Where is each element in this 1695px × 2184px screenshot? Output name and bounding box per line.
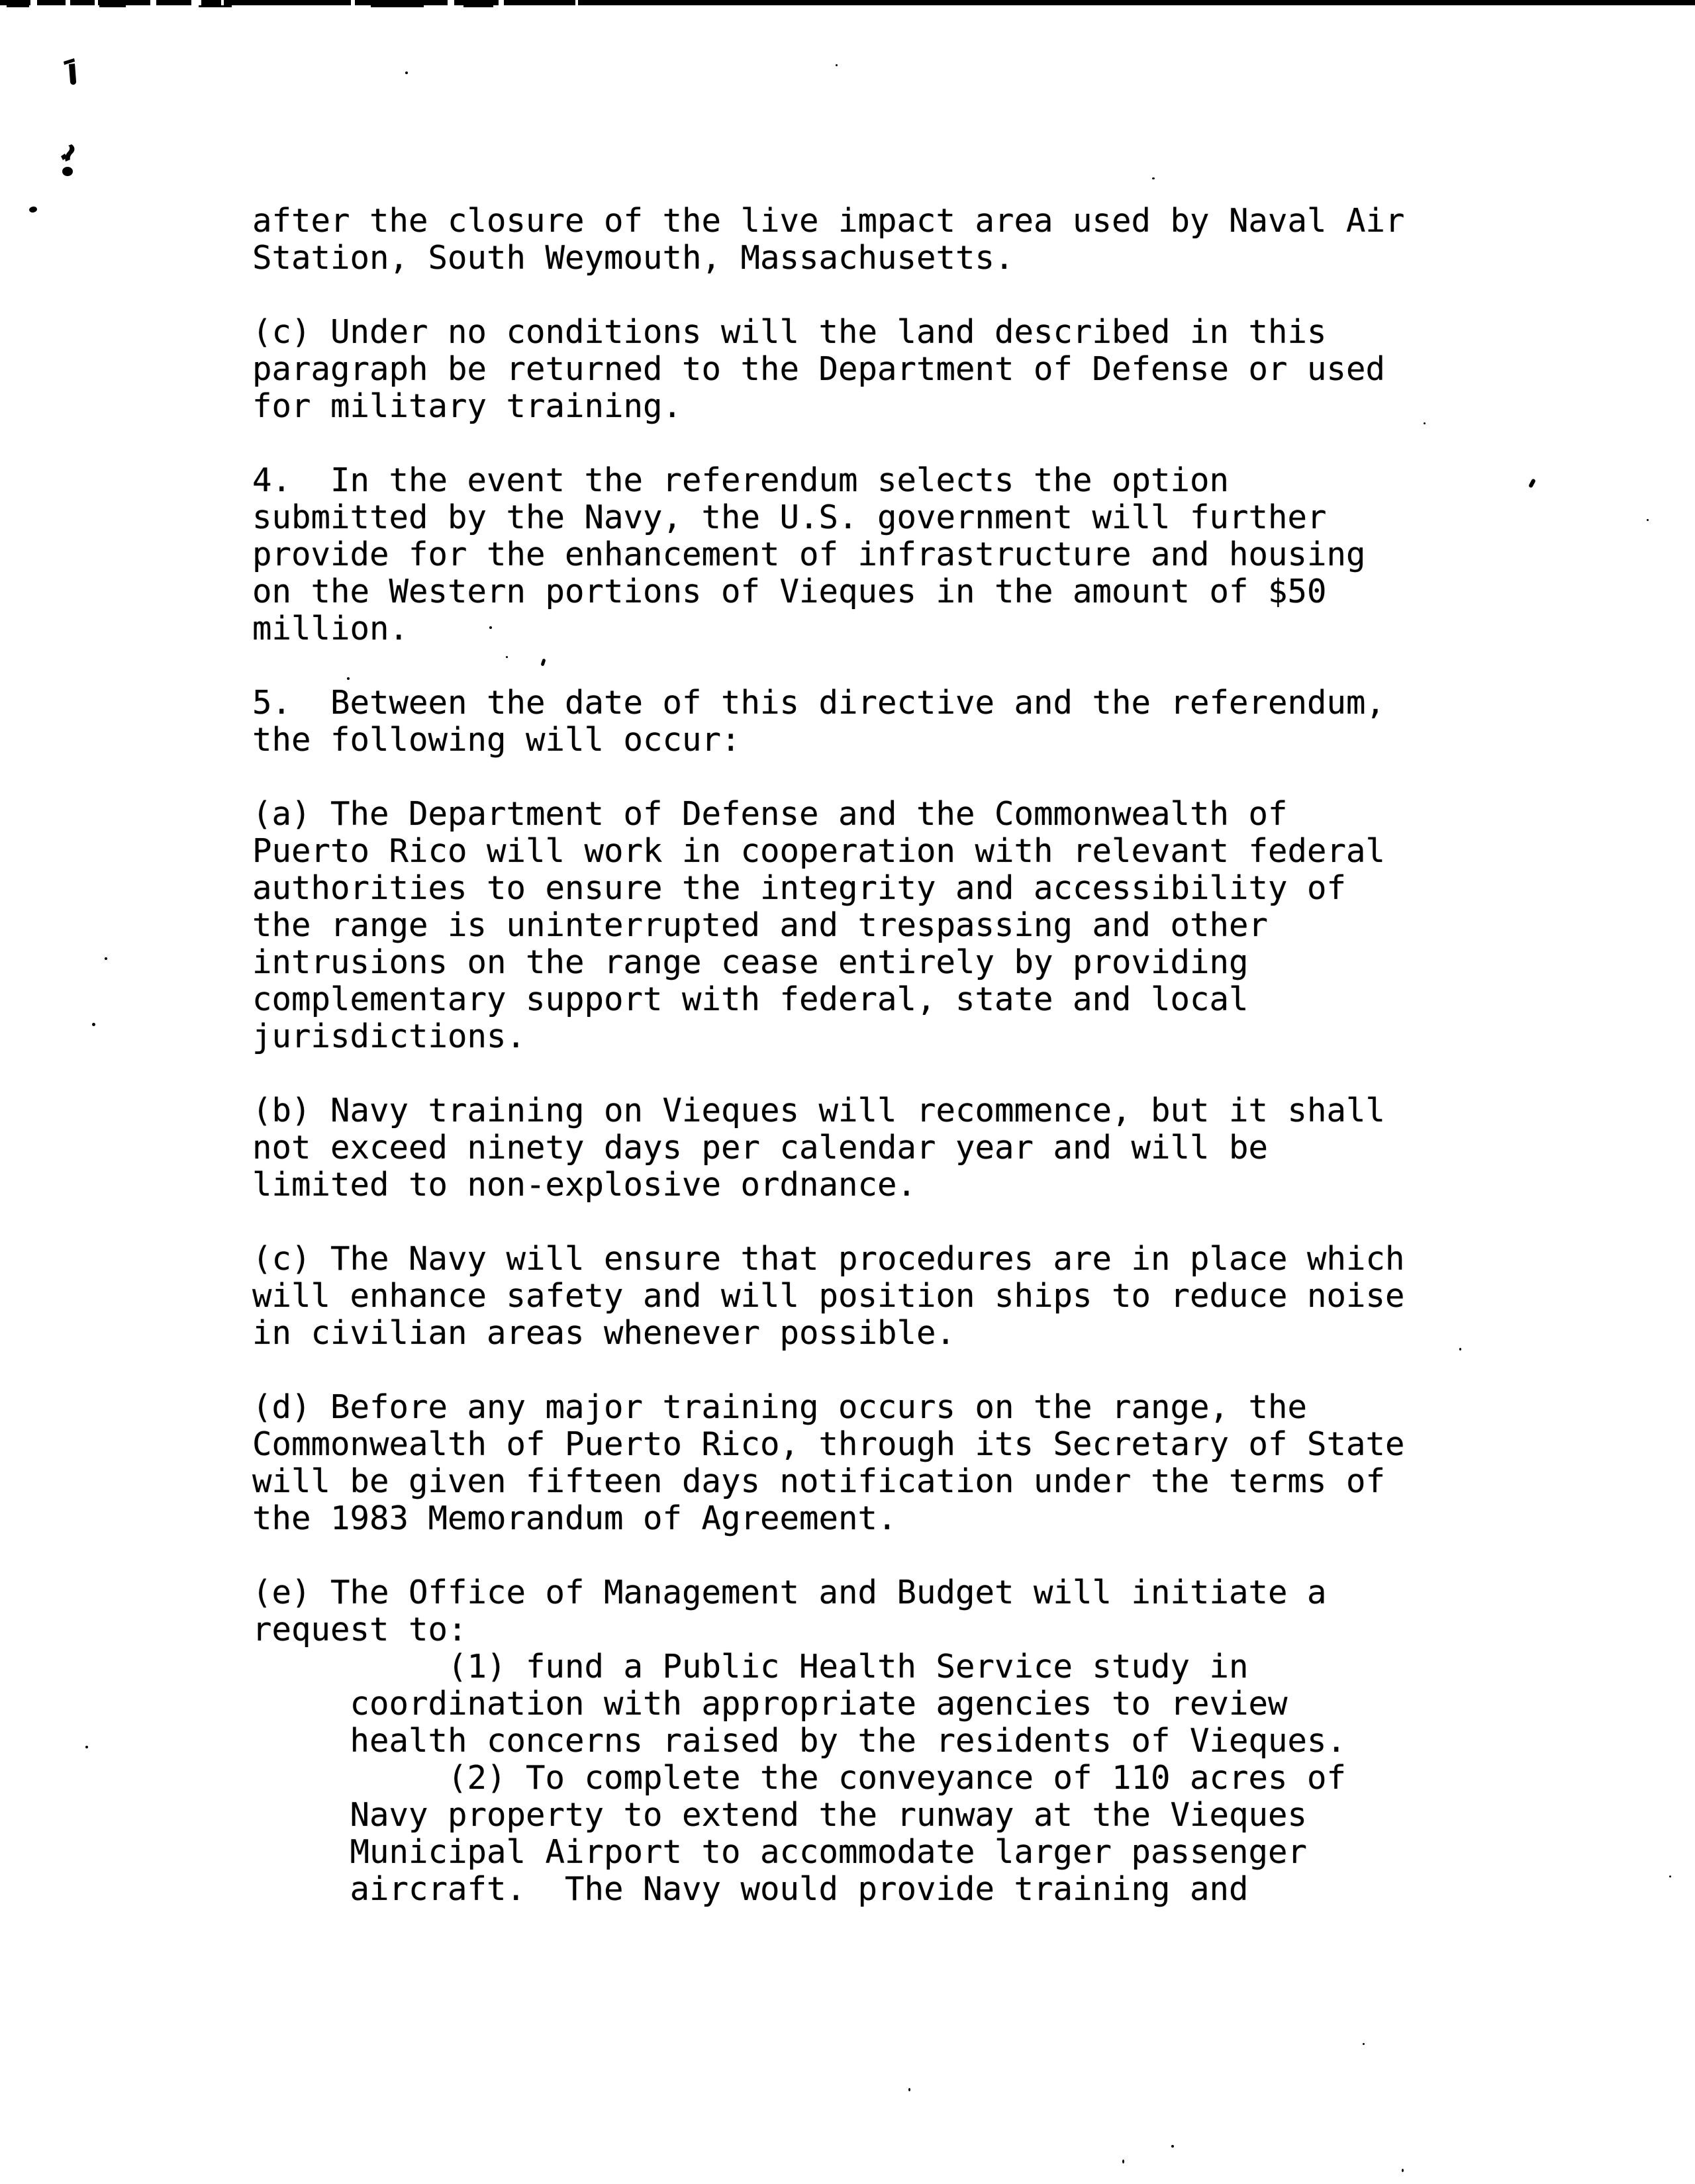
document-line: health concerns raised by the residents of Vieques. <box>252 1722 1347 1760</box>
document-line: (b) Navy training on Vieques will recommence, but it shall <box>252 1092 1386 1129</box>
document-line: (e) The Office of Management and Budget will initiate a <box>252 1574 1327 1611</box>
document-line: for military training. <box>252 387 683 425</box>
ink-smudge-top <box>62 56 79 86</box>
scan-speck <box>1152 177 1155 179</box>
paragraph <box>252 1092 1405 1204</box>
scan-speck <box>836 64 838 66</box>
scan-speck <box>489 626 492 629</box>
scan-edge-dash <box>99 5 126 7</box>
document-line: Station, South Weymouth, Massachusetts. <box>252 239 1014 277</box>
document-line: paragraph be returned to the Department of Defense or used <box>252 350 1386 388</box>
ink-smudge-middle <box>58 143 81 177</box>
paragraph <box>252 1574 1405 1908</box>
document-line: (c) The Navy will ensure that procedures are in place which <box>252 1240 1405 1278</box>
scan-speck <box>92 1023 95 1026</box>
document-line: million. <box>252 610 409 647</box>
scan-speck <box>105 957 107 960</box>
scan-speck <box>1459 1348 1461 1351</box>
document-line: authorities to ensure the integrity and accessibility of <box>252 869 1347 907</box>
scan-speck <box>1363 2043 1365 2045</box>
document-line: complementary support with federal, state and local <box>252 980 1249 1018</box>
paragraph <box>252 314 1405 425</box>
scan-speck <box>347 677 350 680</box>
document-line: in civilian areas whenever possible. <box>252 1314 956 1352</box>
document-line: (a) The Department of Defense and the Commonwealth of <box>252 795 1288 833</box>
paragraph <box>252 1241 1405 1352</box>
document-line: the 1983 Memorandum of Agreement. <box>252 1499 897 1537</box>
document-line: on the Western portions of Vieques in the amount of $50 <box>252 573 1327 610</box>
document-line: (c) Under no conditions will the land described in this <box>252 313 1327 351</box>
document-line: submitted by the Navy, the U.S. government will further <box>252 499 1327 536</box>
paragraph <box>252 685 1405 759</box>
document-line: request to: <box>252 1611 467 1648</box>
document-line: Navy property to extend the runway at the Vieques <box>252 1796 1308 1834</box>
paragraph <box>252 1389 1405 1537</box>
scan-speck <box>1669 1875 1671 1877</box>
paragraph <box>252 462 1405 647</box>
document-line: aircraft. The Navy would provide training and <box>252 1870 1249 1908</box>
scan-edge-dash <box>7 5 29 7</box>
document-line: Commonwealth of Puerto Rico, through its Secretary of State <box>252 1425 1405 1463</box>
document-line: not exceed ninety days per calendar year and will be <box>252 1129 1269 1166</box>
scan-speck <box>1528 478 1536 488</box>
scan-speck <box>1647 519 1649 521</box>
document-line: the range is uninterrupted and trespassing and other <box>252 906 1269 944</box>
document-line: intrusions on the range cease entirely by providing <box>252 943 1249 981</box>
paragraph <box>252 203 1405 277</box>
scan-speck <box>506 656 508 658</box>
document-line: 5. Between the date of this directive and the referendum, <box>252 684 1386 722</box>
document-line: limited to non-explosive ordnance. <box>252 1166 917 1204</box>
scan-edge-dash <box>463 5 493 7</box>
scan-speck <box>85 1746 88 1748</box>
scan-speck <box>1402 2169 1404 2172</box>
document-line: provide for the enhancement of infrastructure and housing <box>252 536 1366 573</box>
document-line: after the closure of the live impact area used by Naval Air <box>252 202 1405 240</box>
document-text <box>252 203 1405 1945</box>
document-line: will enhance safety and will position ships to reduce noise <box>252 1277 1405 1315</box>
scan-speck <box>405 71 408 74</box>
scan-edge-dash <box>371 5 424 7</box>
document-line: Municipal Airport to accommodate larger passenger <box>252 1833 1308 1871</box>
ink-dot <box>28 206 37 213</box>
document-line: 4. In the event the referendum selects the option <box>252 461 1230 499</box>
document-line: (1) fund a Public Health Service study in <box>252 1648 1249 1685</box>
scan-edge-dash <box>199 5 232 7</box>
scan-speck <box>1171 2145 1174 2148</box>
scan-speck <box>908 2088 910 2091</box>
document-line: will be given fifteen days notification under the terms of <box>252 1462 1386 1500</box>
document-line: (d) Before any major training occurs on the range, the <box>252 1388 1308 1426</box>
scan-speck <box>1122 2160 1124 2163</box>
paragraph <box>252 796 1405 1055</box>
document-line: coordination with appropriate agencies to review <box>252 1685 1288 1723</box>
scan-edge-line <box>0 0 1695 5</box>
document-line: Puerto Rico will work in cooperation with relevant federal <box>252 832 1386 870</box>
scan-speck <box>1424 422 1426 424</box>
document-line: the following will occur: <box>252 721 741 759</box>
document-line: (2) To complete the conveyance of 110 acres of <box>252 1759 1347 1797</box>
document-line: jurisdictions. <box>252 1018 526 1055</box>
